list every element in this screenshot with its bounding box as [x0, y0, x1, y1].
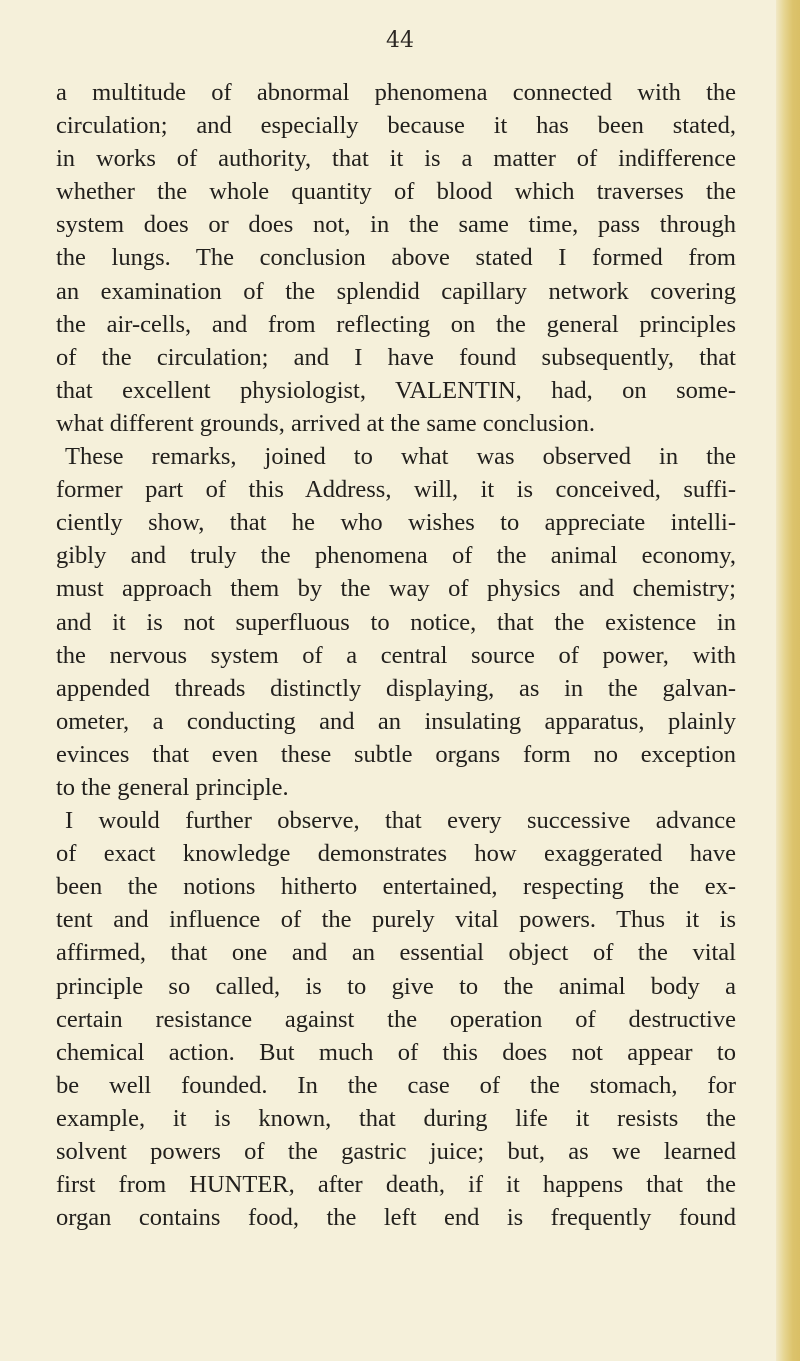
text-line: to the general principle. — [56, 773, 289, 801]
text-line: solvent powers of the gastric juice; but, as we learned — [56, 1138, 736, 1165]
text-line: tent and influence of the purely vital powers. Thus it is — [56, 906, 736, 934]
text-line: first from HUNTER, after death, if it happens that the — [56, 1171, 736, 1199]
text-line: evinces that even these subtle organs form no exception — [56, 740, 736, 768]
text-line: organ contains food, the left end is frequently found — [56, 1204, 736, 1232]
text-line: and it is not superfluous to notice, that the existence in — [56, 608, 736, 636]
text-line: the lungs. The conclusion above stated I formed from — [56, 244, 736, 272]
text-line: in works of authority, that it is a matter of indifference — [56, 145, 736, 173]
text-line: gibly and truly the phenomena of the animal economy, — [56, 542, 736, 570]
text-line: be well founded. In the case of the stomach, for — [56, 1071, 736, 1099]
text-line: former part of this Address, will, it is conceived, suffi- — [56, 476, 736, 504]
text-line: ometer, a conducting and an insulating apparatus, plainly — [56, 707, 736, 735]
text-line: that excellent physiologist, VALENTIN, had, on some- — [56, 376, 736, 404]
text-line: must approach them by the way of physics and chemistry; — [56, 575, 736, 603]
body-text — [56, 76, 736, 1234]
text-line: chemical action. But much of this does not appear to — [56, 1038, 736, 1066]
page-number: 44 — [386, 28, 414, 53]
text-line: I would further observe, that every successive advance — [65, 807, 736, 835]
text-line: system does or does not, in the same time, pass through — [56, 211, 736, 239]
page-edge-shading — [776, 0, 800, 1361]
text-line: example, it is known, that during life it resists the — [56, 1104, 736, 1132]
text-line: circulation; and especially because it has been stated, — [56, 112, 736, 140]
text-line: an examination of the splendid capillary network covering — [56, 277, 736, 305]
text-line: whether the whole quantity of blood which traverses the — [56, 178, 736, 206]
text-line: of exact knowledge demonstrates how exaggerated have — [56, 840, 736, 868]
text-line: appended threads distinctly displaying, as in the galvan- — [56, 674, 736, 702]
text-line: a multitude of abnormal phenomena connected with the — [56, 79, 736, 106]
text-line: These remarks, joined to what was observed in the — [65, 443, 736, 471]
text-line: certain resistance against the operation of destructive — [56, 1005, 736, 1033]
text-line: affirmed, that one and an essential object of the vital — [56, 939, 736, 967]
text-line: principle so called, is to give to the animal body a — [56, 972, 736, 1000]
text-line: of the circulation; and I have found subsequently, that — [56, 343, 736, 371]
text-line: been the notions hitherto entertained, respecting the ex- — [56, 873, 736, 901]
text-line: ciently show, that he who wishes to appreciate intelli- — [56, 509, 736, 537]
text-line: what different grounds, arrived at the same conclusion. — [56, 409, 596, 437]
text-line: the nervous system of a central source of power, with — [56, 641, 736, 669]
text-line: the air-cells, and from reflecting on the general principles — [56, 310, 736, 338]
